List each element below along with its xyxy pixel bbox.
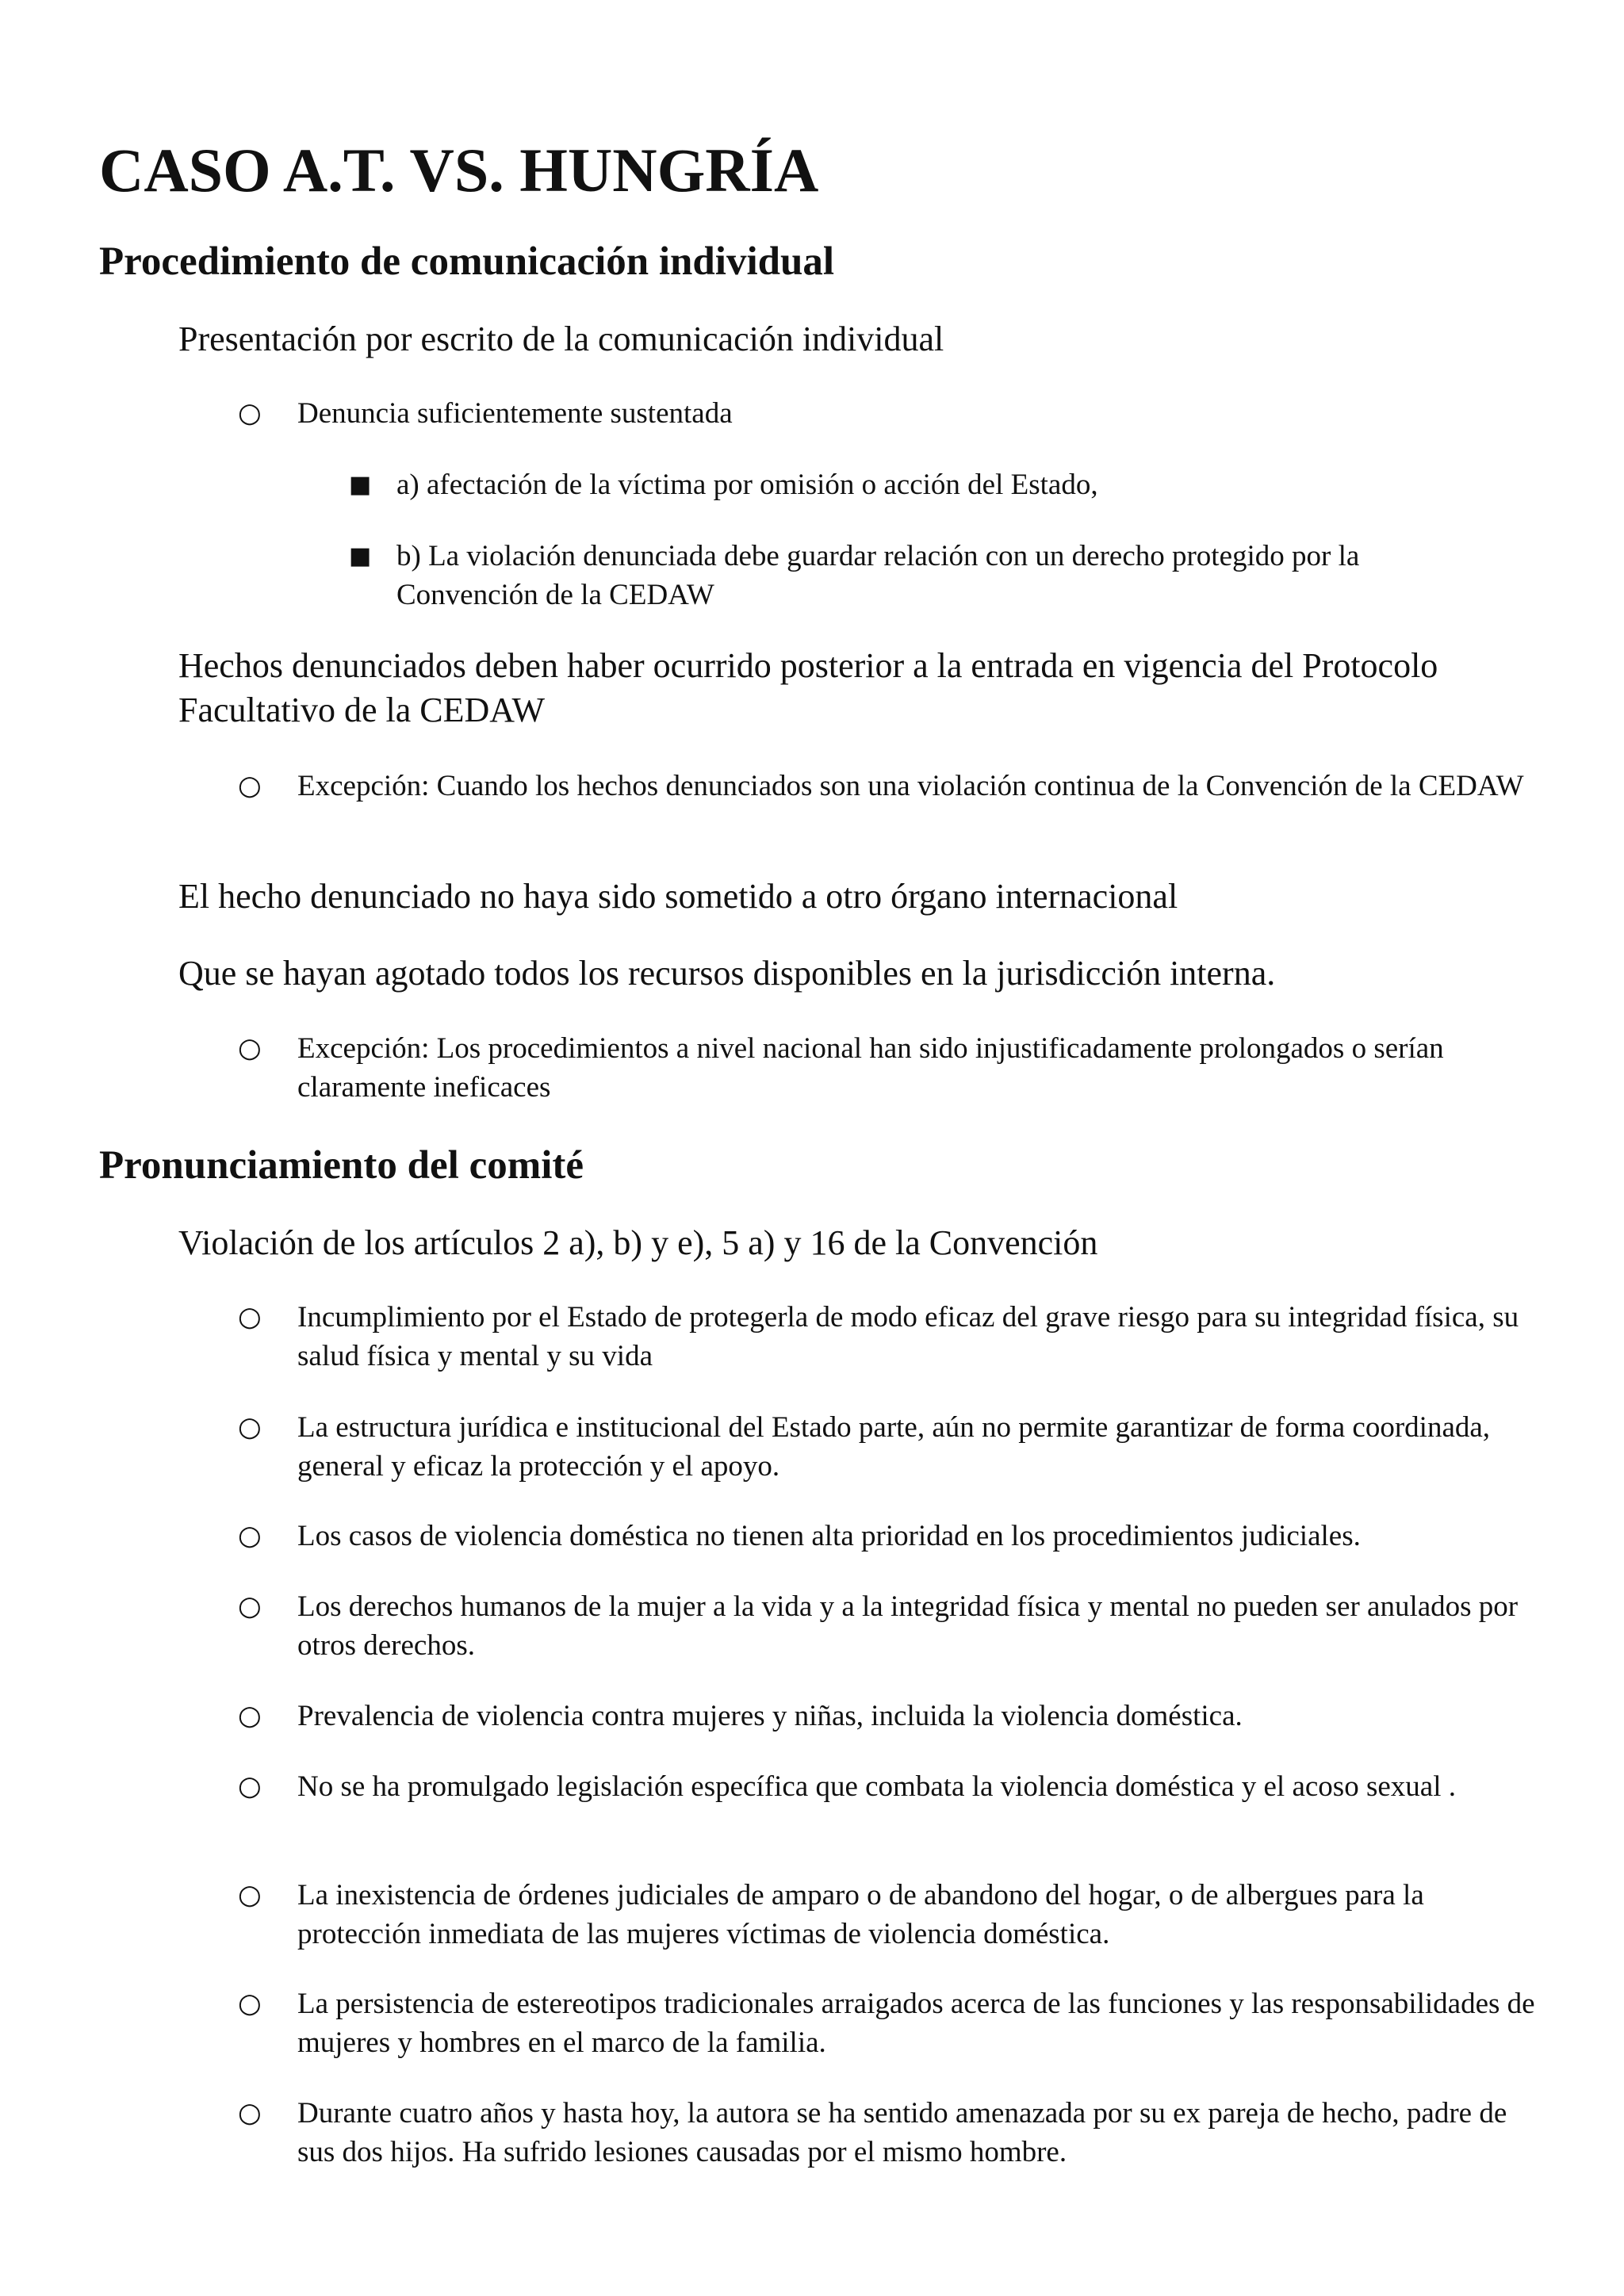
hollow-circle-bullet-icon: ○ [238, 1590, 262, 1622]
list-item-level2 [238, 1517, 1538, 1556]
hollow-circle-bullet-icon: ○ [238, 1411, 262, 1443]
hollow-circle-bullet-icon: ○ [238, 1770, 262, 1802]
document-title: CASO A.T. VS. HUNGRÍA [99, 136, 819, 205]
hollow-circle-bullet-icon: ○ [238, 1032, 262, 1064]
list-item-level2 [238, 1408, 1538, 1486]
list-item-text: La persistencia de estereotipos tradicionales arraigados acerca de las funciones y las responsabilidades de mujeres y hombres en el marco de la familia. [297, 1988, 1535, 2059]
hollow-circle-bullet-icon: ○ [238, 1301, 262, 1333]
hollow-circle-bullet-icon: ○ [238, 2097, 262, 2129]
list-item-text: Los derechos humanos de la mujer a la vida y a la integridad física y mental no pueden ser anulados por otros derechos. [297, 1590, 1519, 1662]
list-item-level1: Hechos denunciados deben haber ocurrido posterior a la entrada en vigencia del Protocolo Facultativo de la CEDAW [178, 646, 1438, 729]
hollow-circle-bullet-icon: ○ [238, 1879, 262, 1911]
list-item-text: Los casos de violencia doméstica no tienen alta prioridad en los procedimientos judiciales. [297, 1520, 1361, 1552]
list-item-level1: El hecho denunciado no haya sido sometido a otro órgano internacional [178, 877, 1178, 916]
list-item-text: Excepción: Cuando los hechos denunciados son una violación continua de la Convención de la CEDAW [297, 770, 1524, 802]
list-item-text: No se ha promulgado legislación específica que combata la violencia doméstica y el acoso sexual . [297, 1770, 1456, 1803]
square-bullet-icon: ■ [349, 471, 372, 499]
list-item-level2 [238, 1587, 1538, 1665]
list-item-level3 [349, 537, 1507, 614]
list-item-level3 [349, 465, 1507, 504]
list-item-text: Denuncia suficientemente sustentada [297, 397, 733, 430]
list-item-level2 [238, 1298, 1538, 1376]
list-item-text: Incumplimiento por el Estado de protegerla de modo eficaz del grave riesgo para su integridad física, su salud física y mental y su vida [297, 1301, 1519, 1372]
hollow-circle-bullet-icon: ○ [238, 1700, 262, 1732]
list-item-level2 [238, 1767, 1538, 1806]
list-item-text: Prevalencia de violencia contra mujeres y niñas, incluida la violencia doméstica. [297, 1700, 1243, 1732]
section-heading-procedimiento: Procedimiento de comunicación individual [99, 239, 835, 284]
square-bullet-icon: ■ [349, 542, 372, 570]
hollow-circle-bullet-icon: ○ [238, 397, 262, 429]
hollow-circle-bullet-icon: ○ [238, 770, 262, 802]
list-item-text: La estructura jurídica e institucional del Estado parte, aún no permite garantizar de forma coordinada, general y eficaz la protección y el apoyo. [297, 1411, 1491, 1483]
list-item-level1: Violación de los artículos 2 a), b) y e), 5 a) y 16 de la Convención [178, 1223, 1098, 1262]
list-item-level2 [238, 1697, 1538, 1735]
list-item-level2 [238, 1876, 1538, 1954]
section-heading-pronunciamiento: Pronunciamiento del comité [99, 1143, 584, 1188]
list-item-level1: Que se hayan agotado todos los recursos disponibles en la jurisdicción interna. [178, 954, 1276, 993]
list-item-text: a) afectación de la víctima por omisión o acción del Estado, [396, 469, 1098, 501]
list-item-text: b) La violación denunciada debe guardar relación con un derecho protegido por la Convención de la CEDAW [396, 540, 1360, 611]
list-item-level2 [238, 1029, 1538, 1107]
list-item-text: Excepción: Los procedimientos a nivel nacional han sido injustificadamente prolongados o serían claramente ineficaces [297, 1032, 1444, 1104]
hollow-circle-bullet-icon: ○ [238, 1988, 262, 2019]
list-item-level2 [238, 1984, 1538, 2062]
hollow-circle-bullet-icon: ○ [238, 1520, 262, 1552]
list-item-level2 [238, 394, 1538, 433]
list-item-level1: Presentación por escrito de la comunicación individual [178, 320, 944, 358]
list-item-text: La inexistencia de órdenes judiciales de amparo o de abandono del hogar, o de albergues para la protección inmediata de las mujeres víctimas de violencia doméstica. [297, 1879, 1424, 1950]
list-item-text: Durante cuatro años y hasta hoy, la autora se ha sentido amenazada por su ex pareja de hecho, padre de sus dos hijos. Ha sufrido lesiones causadas por el mismo hombre. [297, 2097, 1507, 2168]
list-item-level2 [238, 767, 1538, 806]
list-item-level2 [238, 2094, 1538, 2172]
